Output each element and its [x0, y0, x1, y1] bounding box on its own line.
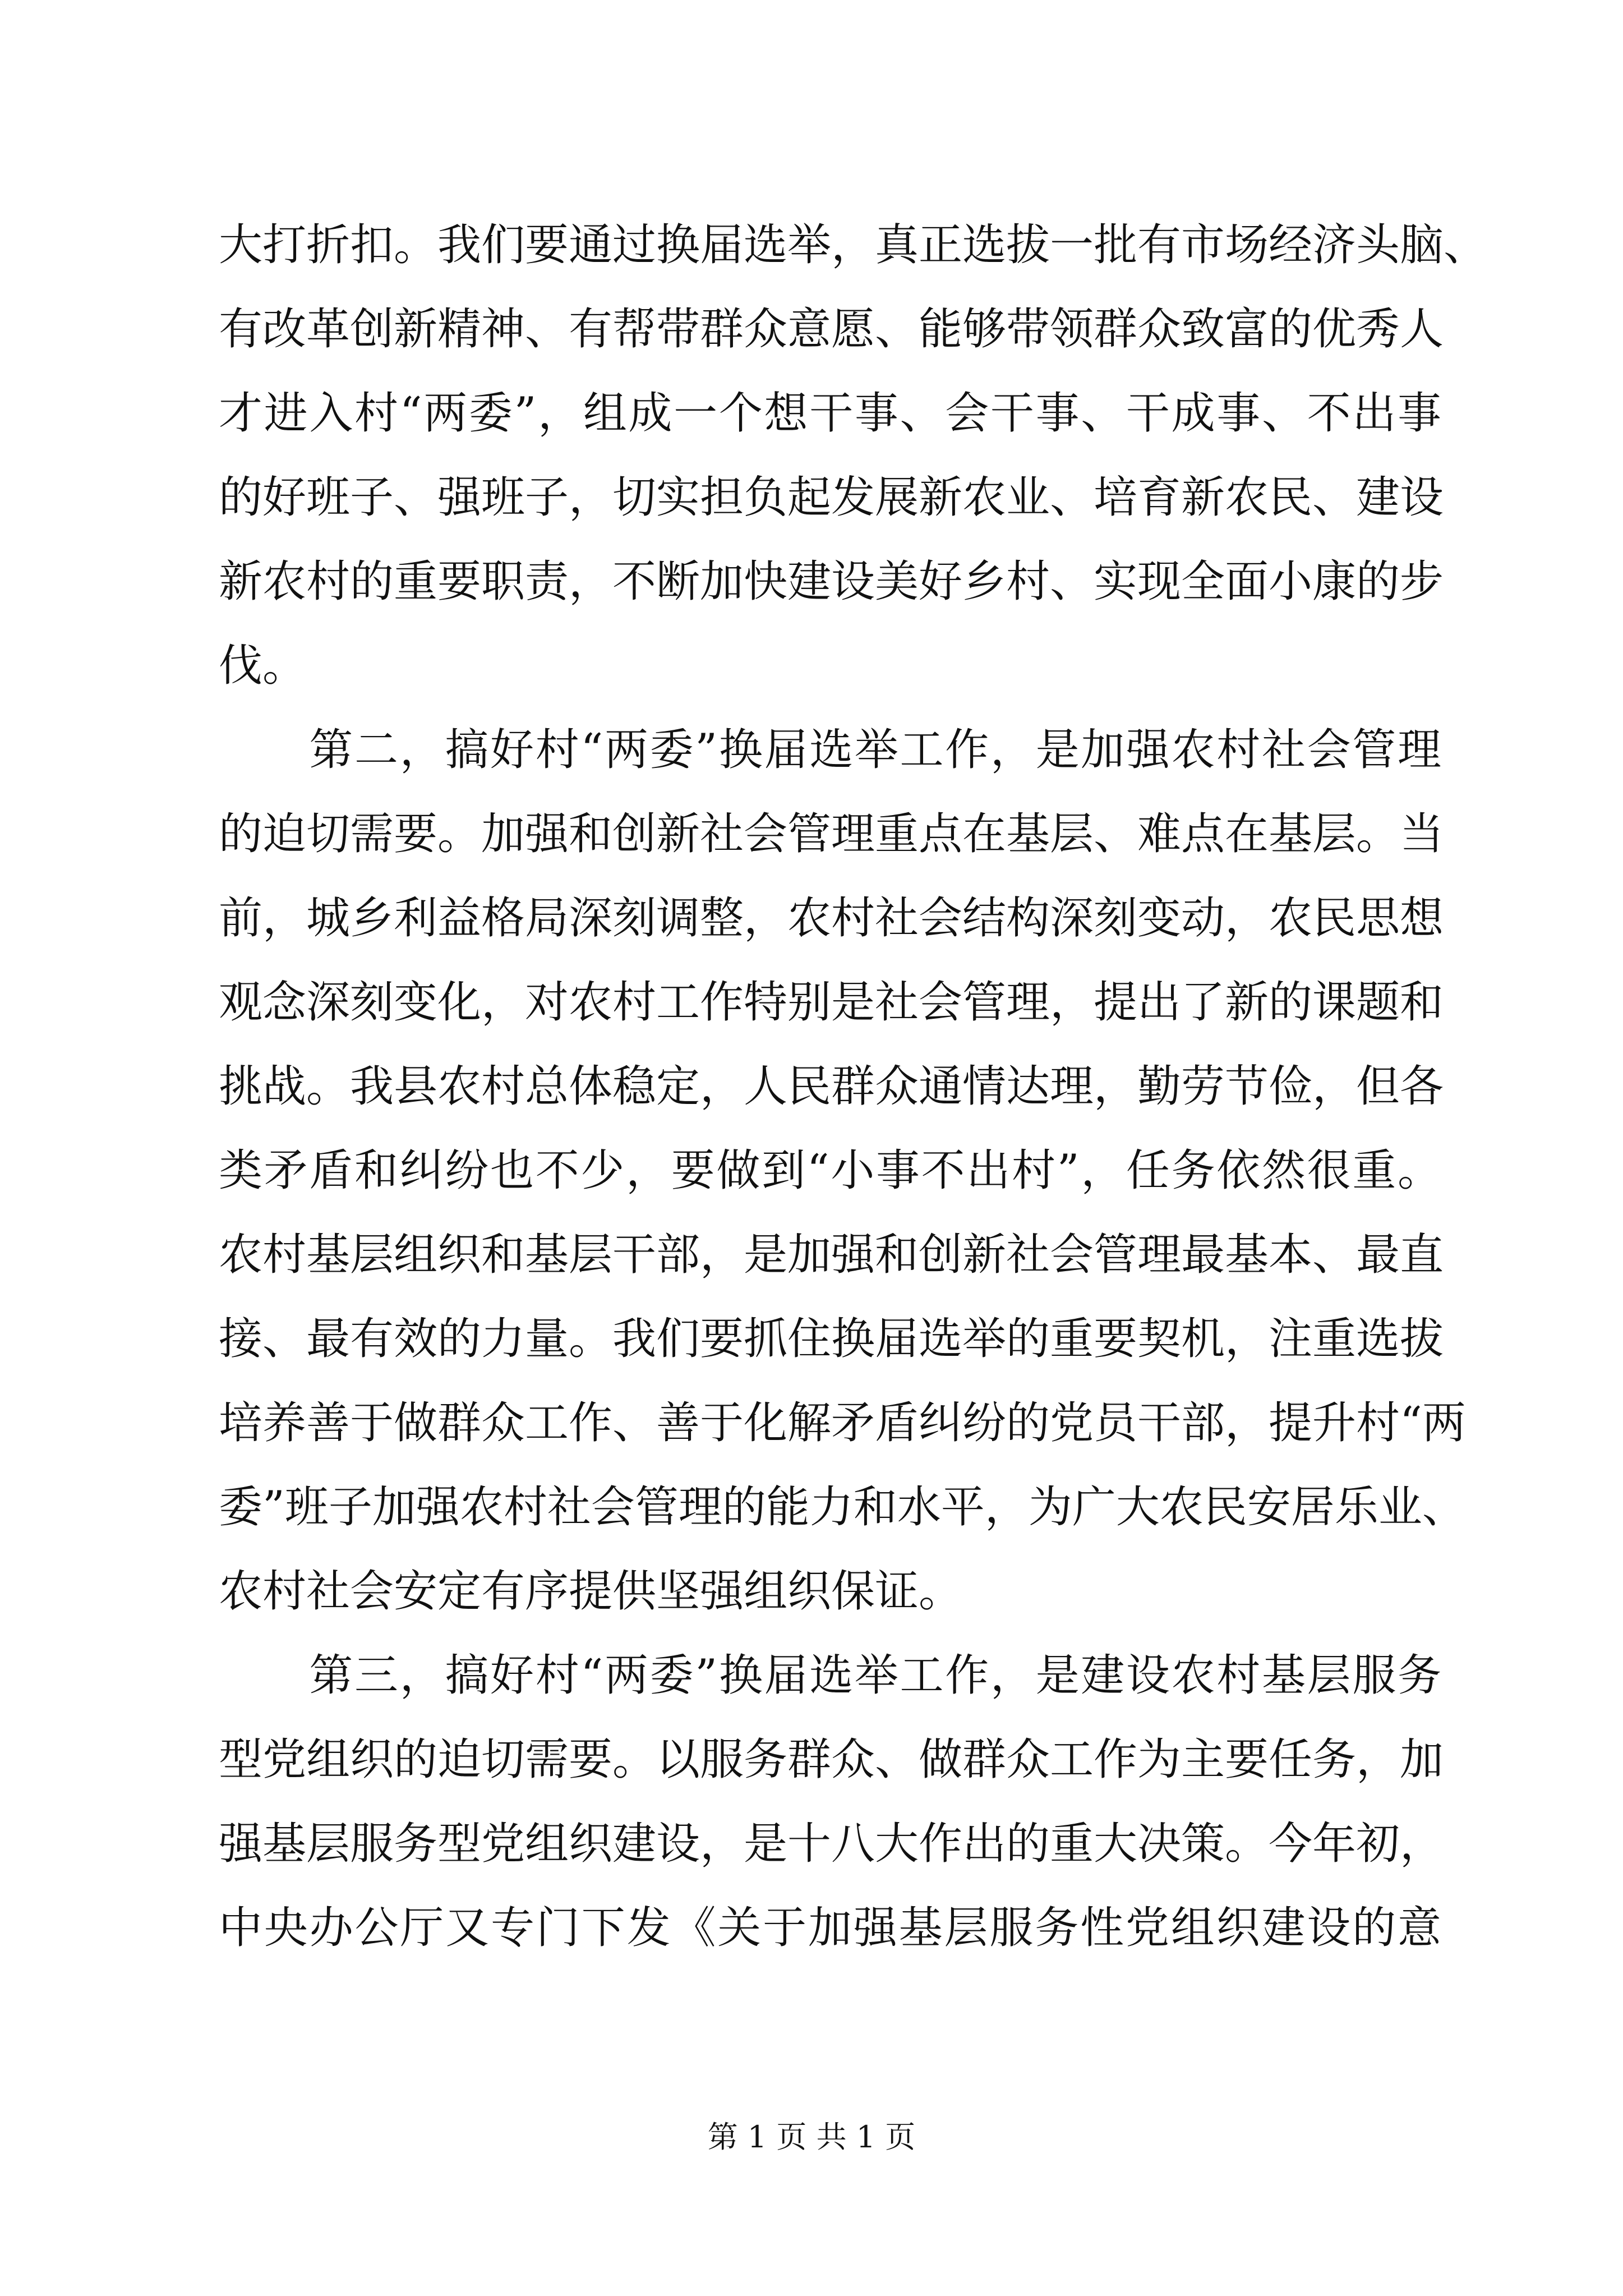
text-line: 第三，搞好村“两委”换届选举工作，是建设农村基层服务	[219, 1650, 1441, 1701]
body-text	[219, 203, 1488, 1970]
text-line: 强基层服务型党组织建设，是十八大作出的重大决策。今年初，	[219, 1819, 1444, 1869]
text-line: 第二，搞好村“两委”换届选举工作，是加强农村社会管理	[219, 725, 1441, 775]
text-line: 培养善于做群众工作、善于化解矛盾纠纷的党员干部，提升村“两	[219, 1398, 1466, 1448]
text-line: 大打折扣。我们要通过换届选举，真正选拔一批有市场经济头脑、	[219, 220, 1488, 270]
text-line: 农村基层组织和基层干部，是加强和创新社会管理最基本、最直	[219, 1230, 1444, 1280]
text-line: 的迫切需要。加强和创新社会管理重点在基层、难点在基层。当	[219, 809, 1444, 859]
text-line: 的好班子、强班子，切实担负起发展新农业、培育新农民、建设	[219, 472, 1444, 523]
text-line: 有改革创新精神、有帮带群众意愿、能够带领群众致富的优秀人	[219, 304, 1444, 355]
text-line: 前，城乡利益格局深刻调整，农村社会结构深刻变动，农民思想	[219, 893, 1444, 944]
text-line: 农村社会安定有序提供坚强组织保证。	[219, 1566, 963, 1617]
text-line: 类矛盾和纠纷也不少，要做到“小事不出村”，任务依然很重。	[219, 1145, 1441, 1196]
text-line: 委”班子加强农村社会管理的能力和水平，为广大农民安居乐业、	[219, 1482, 1466, 1533]
page-footer: 第 1 页 共 1 页	[707, 2119, 916, 2155]
text-line: 伐。	[219, 641, 307, 691]
text-line: 接、最有效的力量。我们要抓住换届选举的重要契机，注重选拔	[219, 1314, 1444, 1364]
text-line: 挑战。我县农村总体稳定，人民群众通情达理，勤劳节俭，但各	[219, 1061, 1444, 1112]
text-line: 观念深刻变化，对农村工作特别是社会管理，提出了新的课题和	[219, 977, 1444, 1028]
text-line: 新农村的重要职责，不断加快建设美好乡村、实现全面小康的步	[219, 556, 1444, 607]
text-line: 型党组织的迫切需要。以服务群众、做群众工作为主要任务，加	[219, 1734, 1444, 1785]
text-line: 中央办公厅又专门下发《关于加强基层服务性党组织建设的意	[219, 1903, 1441, 1953]
text-line: 才进入村“两委”，组成一个想干事、会干事、干成事、不出事	[219, 388, 1441, 439]
